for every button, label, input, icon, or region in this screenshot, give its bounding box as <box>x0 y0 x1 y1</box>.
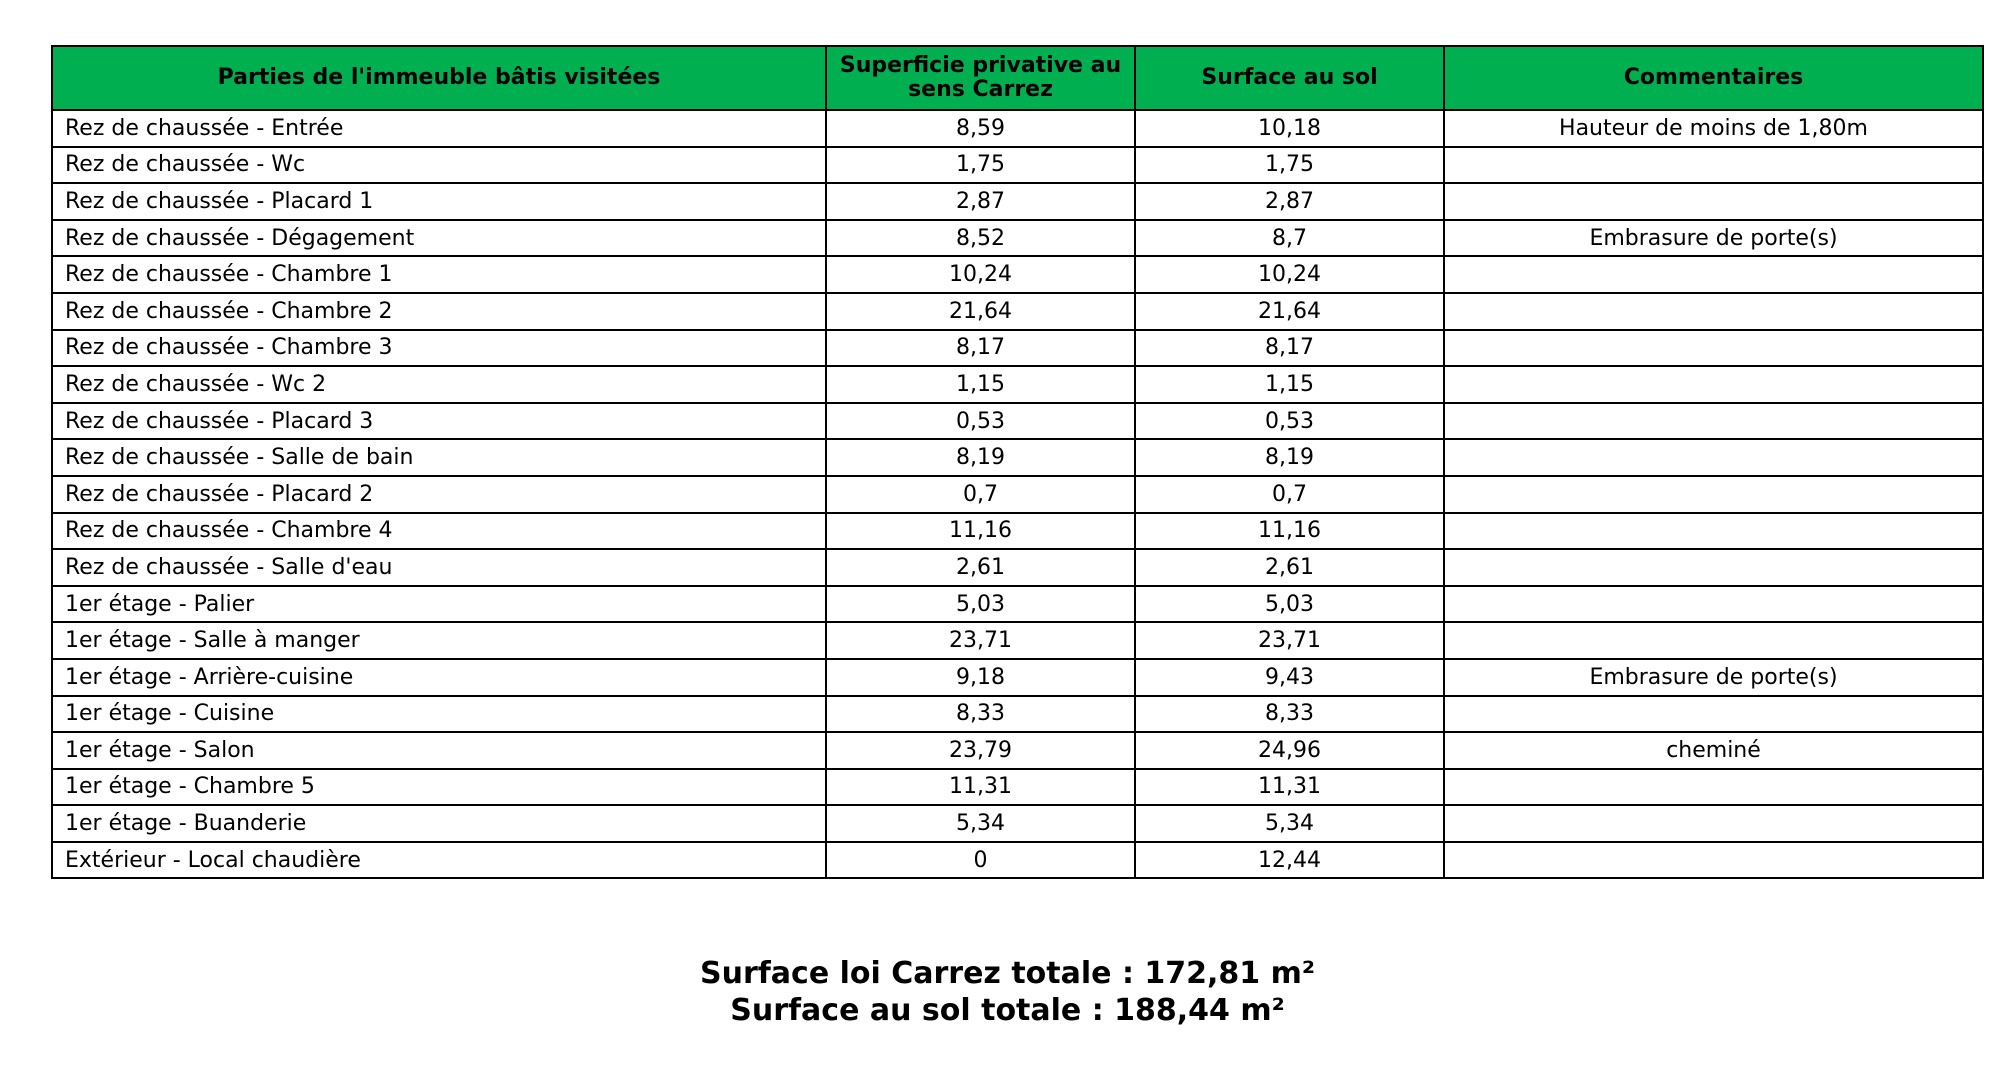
cell-partie: 1er étage - Salle à manger <box>52 622 826 659</box>
total-sol: Surface au sol totale : 188,44 m² <box>730 993 1285 1028</box>
table-header-row <box>52 46 1983 110</box>
cell-surface-sol: 1,15 <box>1135 366 1444 403</box>
cell-partie: Rez de chaussée - Dégagement <box>52 220 826 257</box>
cell-partie: Rez de chaussée - Chambre 3 <box>52 330 826 367</box>
cell-partie: Rez de chaussée - Salle d'eau <box>52 549 826 586</box>
cell-surface-sol: 8,33 <box>1135 696 1444 733</box>
cell-superficie-carrez: 1,75 <box>826 147 1135 184</box>
cell-surface-sol: 5,03 <box>1135 586 1444 623</box>
table-row <box>52 513 1983 550</box>
cell-superficie-carrez: 5,34 <box>826 805 1135 842</box>
cell-surface-sol: 23,71 <box>1135 622 1444 659</box>
table-row <box>52 549 1983 586</box>
cell-partie: Rez de chaussée - Placard 1 <box>52 183 826 220</box>
totals-block <box>0 955 2015 1029</box>
cell-commentaire <box>1444 147 1983 184</box>
cell-superficie-carrez: 8,17 <box>826 330 1135 367</box>
table-row <box>52 476 1983 513</box>
cell-commentaire <box>1444 586 1983 623</box>
cell-commentaire <box>1444 183 1983 220</box>
table-row <box>52 842 1983 879</box>
cell-superficie-carrez: 9,18 <box>826 659 1135 696</box>
cell-commentaire <box>1444 476 1983 513</box>
table-row <box>52 769 1983 806</box>
cell-commentaire <box>1444 293 1983 330</box>
cell-superficie-carrez: 8,33 <box>826 696 1135 733</box>
cell-commentaire <box>1444 403 1983 440</box>
cell-superficie-carrez: 10,24 <box>826 256 1135 293</box>
cell-commentaire <box>1444 513 1983 550</box>
table-row <box>52 183 1983 220</box>
cell-surface-sol: 10,24 <box>1135 256 1444 293</box>
cell-partie: 1er étage - Buanderie <box>52 805 826 842</box>
cell-partie: 1er étage - Arrière-cuisine <box>52 659 826 696</box>
table-row <box>52 403 1983 440</box>
cell-superficie-carrez: 11,16 <box>826 513 1135 550</box>
table-body <box>52 110 1983 878</box>
cell-surface-sol: 21,64 <box>1135 293 1444 330</box>
cell-commentaire <box>1444 330 1983 367</box>
cell-surface-sol: 11,16 <box>1135 513 1444 550</box>
cell-commentaire <box>1444 622 1983 659</box>
cell-superficie-carrez: 1,15 <box>826 366 1135 403</box>
cell-superficie-carrez: 23,71 <box>826 622 1135 659</box>
header-parties: Parties de l'immeuble bâtis visitées <box>52 46 826 110</box>
table-row <box>52 220 1983 257</box>
table-row <box>52 659 1983 696</box>
cell-surface-sol: 8,19 <box>1135 439 1444 476</box>
cell-commentaire <box>1444 696 1983 733</box>
cell-commentaire <box>1444 256 1983 293</box>
table-row <box>52 805 1983 842</box>
cell-surface-sol: 1,75 <box>1135 147 1444 184</box>
table-row <box>52 696 1983 733</box>
cell-superficie-carrez: 5,03 <box>826 586 1135 623</box>
cell-surface-sol: 2,87 <box>1135 183 1444 220</box>
cell-partie: Rez de chaussée - Chambre 1 <box>52 256 826 293</box>
cell-superficie-carrez: 0,53 <box>826 403 1135 440</box>
table-row <box>52 439 1983 476</box>
cell-partie: 1er étage - Palier <box>52 586 826 623</box>
cell-surface-sol: 9,43 <box>1135 659 1444 696</box>
table-row <box>52 366 1983 403</box>
cell-surface-sol: 0,7 <box>1135 476 1444 513</box>
cell-superficie-carrez: 11,31 <box>826 769 1135 806</box>
cell-commentaire <box>1444 769 1983 806</box>
cell-commentaire: Embrasure de porte(s) <box>1444 220 1983 257</box>
cell-partie: Rez de chaussée - Chambre 2 <box>52 293 826 330</box>
cell-commentaire <box>1444 439 1983 476</box>
cell-partie: Rez de chaussée - Entrée <box>52 110 826 147</box>
table-row <box>52 293 1983 330</box>
cell-partie: Rez de chaussée - Salle de bain <box>52 439 826 476</box>
cell-commentaire: Hauteur de moins de 1,80m <box>1444 110 1983 147</box>
cell-superficie-carrez: 23,79 <box>826 732 1135 769</box>
cell-surface-sol: 0,53 <box>1135 403 1444 440</box>
cell-partie: Rez de chaussée - Placard 3 <box>52 403 826 440</box>
cell-commentaire <box>1444 366 1983 403</box>
cell-surface-sol: 8,17 <box>1135 330 1444 367</box>
cell-superficie-carrez: 2,61 <box>826 549 1135 586</box>
header-commentaires: Commentaires <box>1444 46 1983 110</box>
table-row <box>52 256 1983 293</box>
cell-commentaire <box>1444 842 1983 879</box>
cell-partie: 1er étage - Salon <box>52 732 826 769</box>
table-row <box>52 147 1983 184</box>
cell-commentaire: Embrasure de porte(s) <box>1444 659 1983 696</box>
cell-surface-sol: 12,44 <box>1135 842 1444 879</box>
cell-superficie-carrez: 8,19 <box>826 439 1135 476</box>
header-superficie-carrez: Superficie privative au sens Carrez <box>826 46 1135 110</box>
cell-commentaire: cheminé <box>1444 732 1983 769</box>
cell-commentaire <box>1444 549 1983 586</box>
cell-surface-sol: 24,96 <box>1135 732 1444 769</box>
cell-partie: Rez de chaussée - Chambre 4 <box>52 513 826 550</box>
cell-surface-sol: 2,61 <box>1135 549 1444 586</box>
cell-surface-sol: 11,31 <box>1135 769 1444 806</box>
cell-superficie-carrez: 0 <box>826 842 1135 879</box>
cell-superficie-carrez: 21,64 <box>826 293 1135 330</box>
cell-surface-sol: 8,7 <box>1135 220 1444 257</box>
cell-commentaire <box>1444 805 1983 842</box>
cell-surface-sol: 5,34 <box>1135 805 1444 842</box>
table-row <box>52 330 1983 367</box>
header-surface-sol: Surface au sol <box>1135 46 1444 110</box>
cell-superficie-carrez: 2,87 <box>826 183 1135 220</box>
cell-partie: 1er étage - Cuisine <box>52 696 826 733</box>
cell-partie: Extérieur - Local chaudière <box>52 842 826 879</box>
table-row <box>52 586 1983 623</box>
table-row <box>52 622 1983 659</box>
total-carrez: Surface loi Carrez totale : 172,81 m² <box>699 956 1315 991</box>
cell-partie: Rez de chaussée - Wc <box>52 147 826 184</box>
surfaces-table <box>51 45 1984 879</box>
cell-superficie-carrez: 8,52 <box>826 220 1135 257</box>
table-row <box>52 110 1983 147</box>
cell-partie: 1er étage - Chambre 5 <box>52 769 826 806</box>
cell-superficie-carrez: 0,7 <box>826 476 1135 513</box>
cell-partie: Rez de chaussée - Placard 2 <box>52 476 826 513</box>
cell-partie: Rez de chaussée - Wc 2 <box>52 366 826 403</box>
cell-surface-sol: 10,18 <box>1135 110 1444 147</box>
cell-superficie-carrez: 8,59 <box>826 110 1135 147</box>
table-row <box>52 732 1983 769</box>
